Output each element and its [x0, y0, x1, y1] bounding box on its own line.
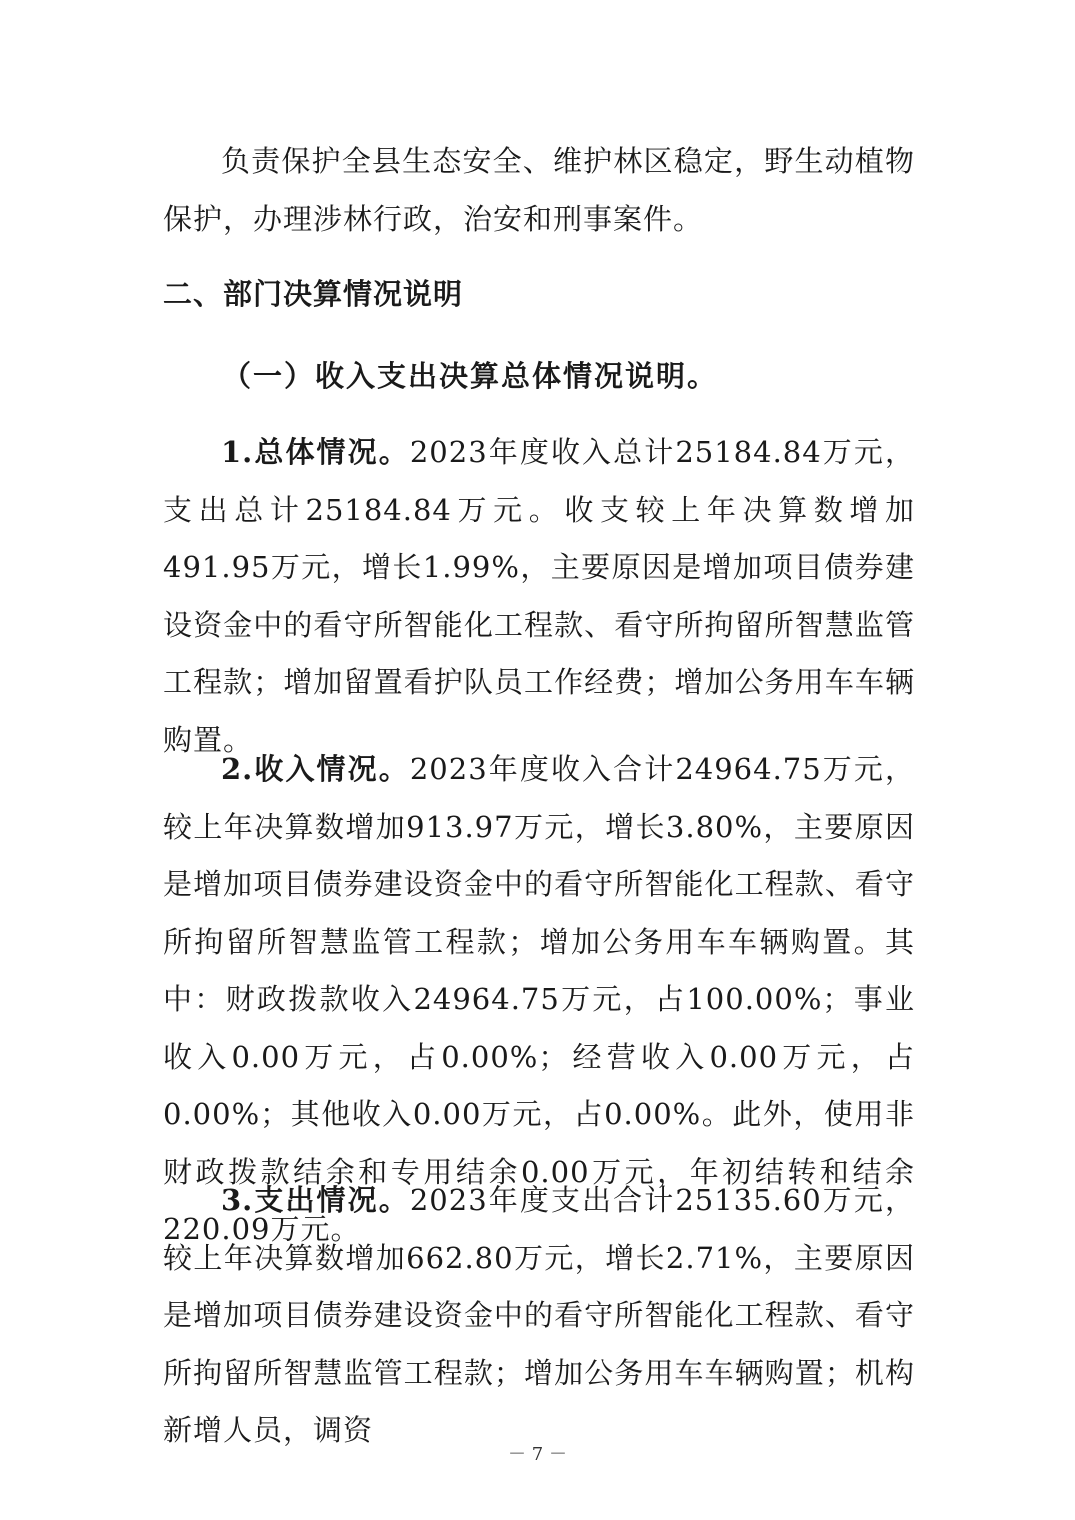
intro-paragraph: [163, 133, 915, 248]
intro-text: 负责保护全县生态安全、维护林区稳定，野生动植物保护，办理涉林行政，治安和刑事案件。: [163, 144, 915, 236]
section-heading: 二、部门决算情况说明: [163, 277, 464, 311]
subsection-heading: （一）收入支出决算总体情况说明。: [222, 359, 719, 393]
page-number: － 7 －: [508, 1444, 567, 1465]
expense-title: 3.支出情况。: [221, 1183, 410, 1217]
expense-paragraph: [163, 1172, 915, 1460]
income-body: 2023年度收入合计24964.75万元，较上年决算数增加913.97万元，增长3.80%，主要原因是增加项目债券建设资金中的看守所智能化工程款、看守所拘留所智慧监管工程款；增加公务用车车辆购置。其中：财政拨款收入24964.75万元，占100.00%；事业收入0.00万元，占0.00%；经营收入0.00万元，占0.00%；其他收入0.00万元，占0.00%。此外，使用非财政拨款结余和专用结余0.00万元，年初结转和结余220.09万元。: [163, 752, 915, 1246]
expense-body: 2023年度支出合计25135.60万元，较上年决算数增加662.80万元，增长2.71%，主要原因是增加项目债券建设资金中的看守所智能化工程款、看守所拘留所智慧监管工程款；增加公务用车车辆购置；机构新增人员，调资: [163, 1183, 915, 1447]
overall-title: 1.总体情况。: [221, 435, 410, 469]
overall-body: 2023年度收入总计25184.84万元，支出总计25184.84万元。收支较上年决算数增加491.95万元，增长1.99%，主要原因是增加项目债券建设资金中的看守所智能化工程款、看守所拘留所智慧监管工程款；增加留置看护队员工作经费；增加公务用车车辆购置。: [163, 435, 915, 757]
overall-paragraph: [163, 424, 915, 769]
income-title: 2.收入情况。: [221, 752, 410, 786]
